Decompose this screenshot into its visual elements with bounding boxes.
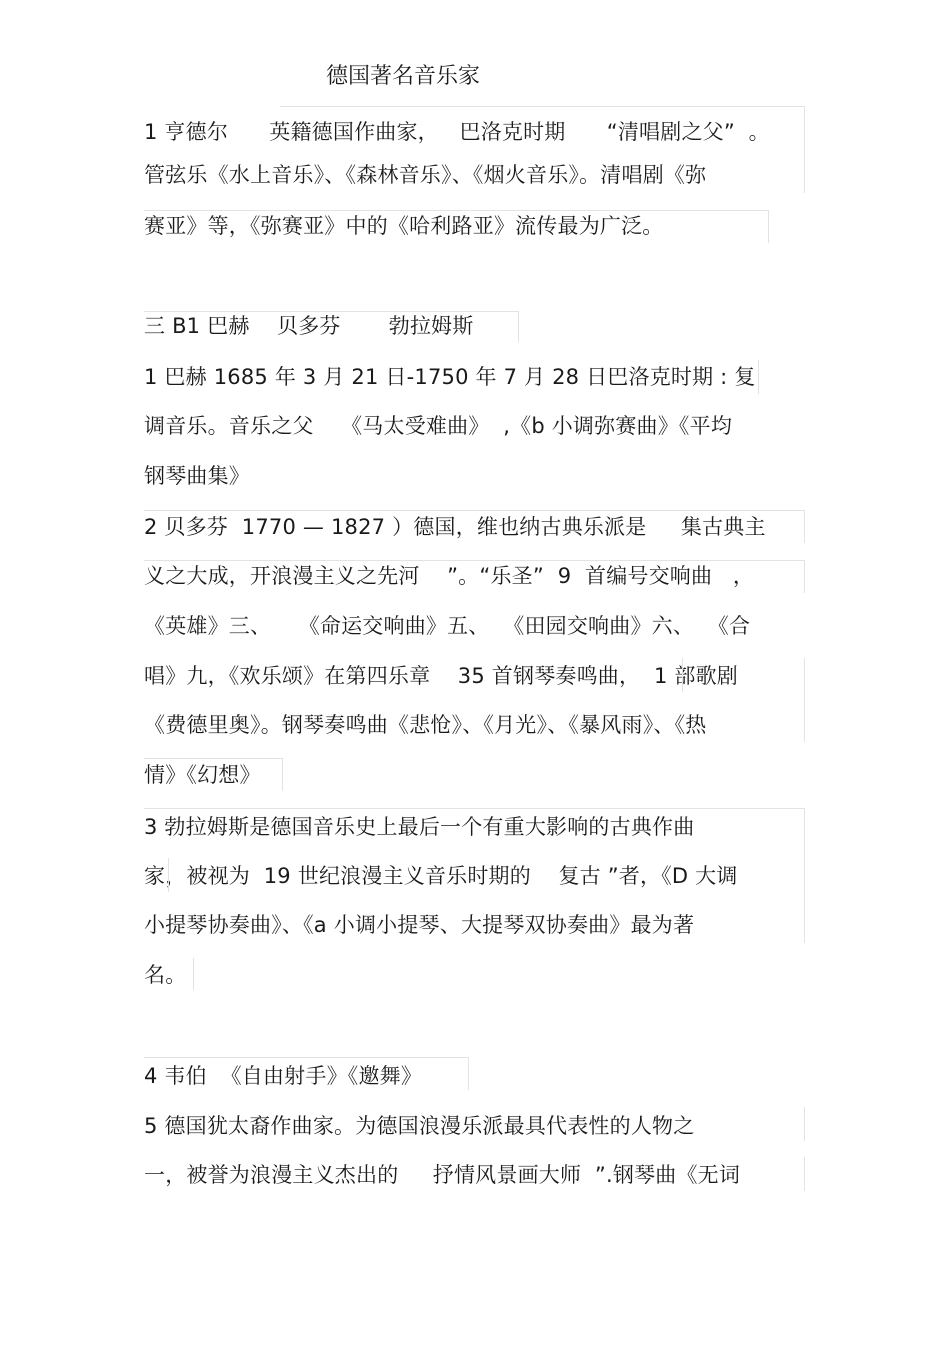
text-line-beethoven-symphony-list: 《英雄》三、 《命运交响曲》五、 《田园交响曲》六、 《合 — [144, 614, 751, 638]
text-line-handel-works: 管弦乐《水上音乐》、《森林音乐》、《烟火音乐》。清唱剧《弥 — [144, 163, 707, 187]
text-line-bach-works: 调音乐。音乐之父 《马太受难曲》 ,《b 小调弥赛曲》《平均 — [144, 414, 733, 438]
text-line-beethoven-intro: 2 贝多芬 1770 — 1827 ）德国，维也纳古典乐派是 集古典主 — [144, 515, 766, 539]
faint-divider-brahms-end — [193, 958, 194, 990]
text-line-brahms-romantic: 家，被视为 19 世纪浪漫主义音乐时期的 复古 ”者，《D 大调 — [144, 864, 738, 888]
text-line-beethoven-symphonies: 义之大成，开浪漫主义之先河 ”。“乐圣” 9 首编号交响曲 ， — [144, 564, 755, 588]
text-line-mendelssohn-cont: 一，被誉为浪漫主义杰出的 抒情风景画大师 ”.钢琴曲《无词 — [144, 1163, 741, 1187]
document-title: 德国著名音乐家 — [326, 64, 481, 89]
text-line-bach-dates: 1 巴赫 1685 年 3 月 21 日-1750 年 7 月 28 日巴洛克时期 : 复 — [144, 365, 756, 389]
text-line-bach-works-cont: 钢琴曲集》 — [144, 464, 250, 488]
text-line-brahms-concertos: 小提琴协奏曲》、《a 小调小提琴、大提琴双协奏曲》最为著 — [144, 913, 695, 937]
faint-divider-bach — [758, 360, 759, 394]
faint-divider-mendelssohn-1 — [804, 1107, 805, 1141]
text-line-brahms-end: 名。 — [144, 963, 187, 987]
faint-divider-mendelssohn-2 — [804, 1157, 805, 1191]
faint-divider-beethoven-right — [804, 658, 805, 742]
text-line-handel-messiah: 赛亚》等，《弥赛亚》中的《哈利路亚》流传最为广泛。 — [144, 214, 664, 238]
text-line-beethoven-sonatas: 唱》九，《欢乐颂》在第四乐章 35 首钢琴奏鸣曲， 1 部歌剧 — [144, 664, 738, 688]
text-line-b-section-heading: 三 B1 巴赫 贝多芬 勃拉姆斯 — [144, 314, 474, 338]
text-line-mendelssohn-intro: 5 德国犹太裔作曲家。为德国浪漫乐派最具代表性的人物之 — [144, 1114, 695, 1138]
text-line-beethoven-sonata-list: 《费德里奥》。钢琴奏鸣曲《悲怆》、《月光》、《暴风雨》、《热 — [144, 713, 707, 737]
text-line-brahms-intro: 3 勃拉姆斯是德国音乐史上最后一个有重大影响的古典作曲 — [144, 815, 695, 839]
text-line-weber: 4 韦伯 《自由射手》《邀舞》 — [144, 1064, 423, 1088]
text-line-handel-intro: 1 亨德尔 英籍德国作曲家， 巴洛克时期 “清唱剧之父” 。 — [144, 120, 770, 144]
text-line-beethoven-sonata-list-cont: 情》《幻想》 — [144, 763, 261, 787]
